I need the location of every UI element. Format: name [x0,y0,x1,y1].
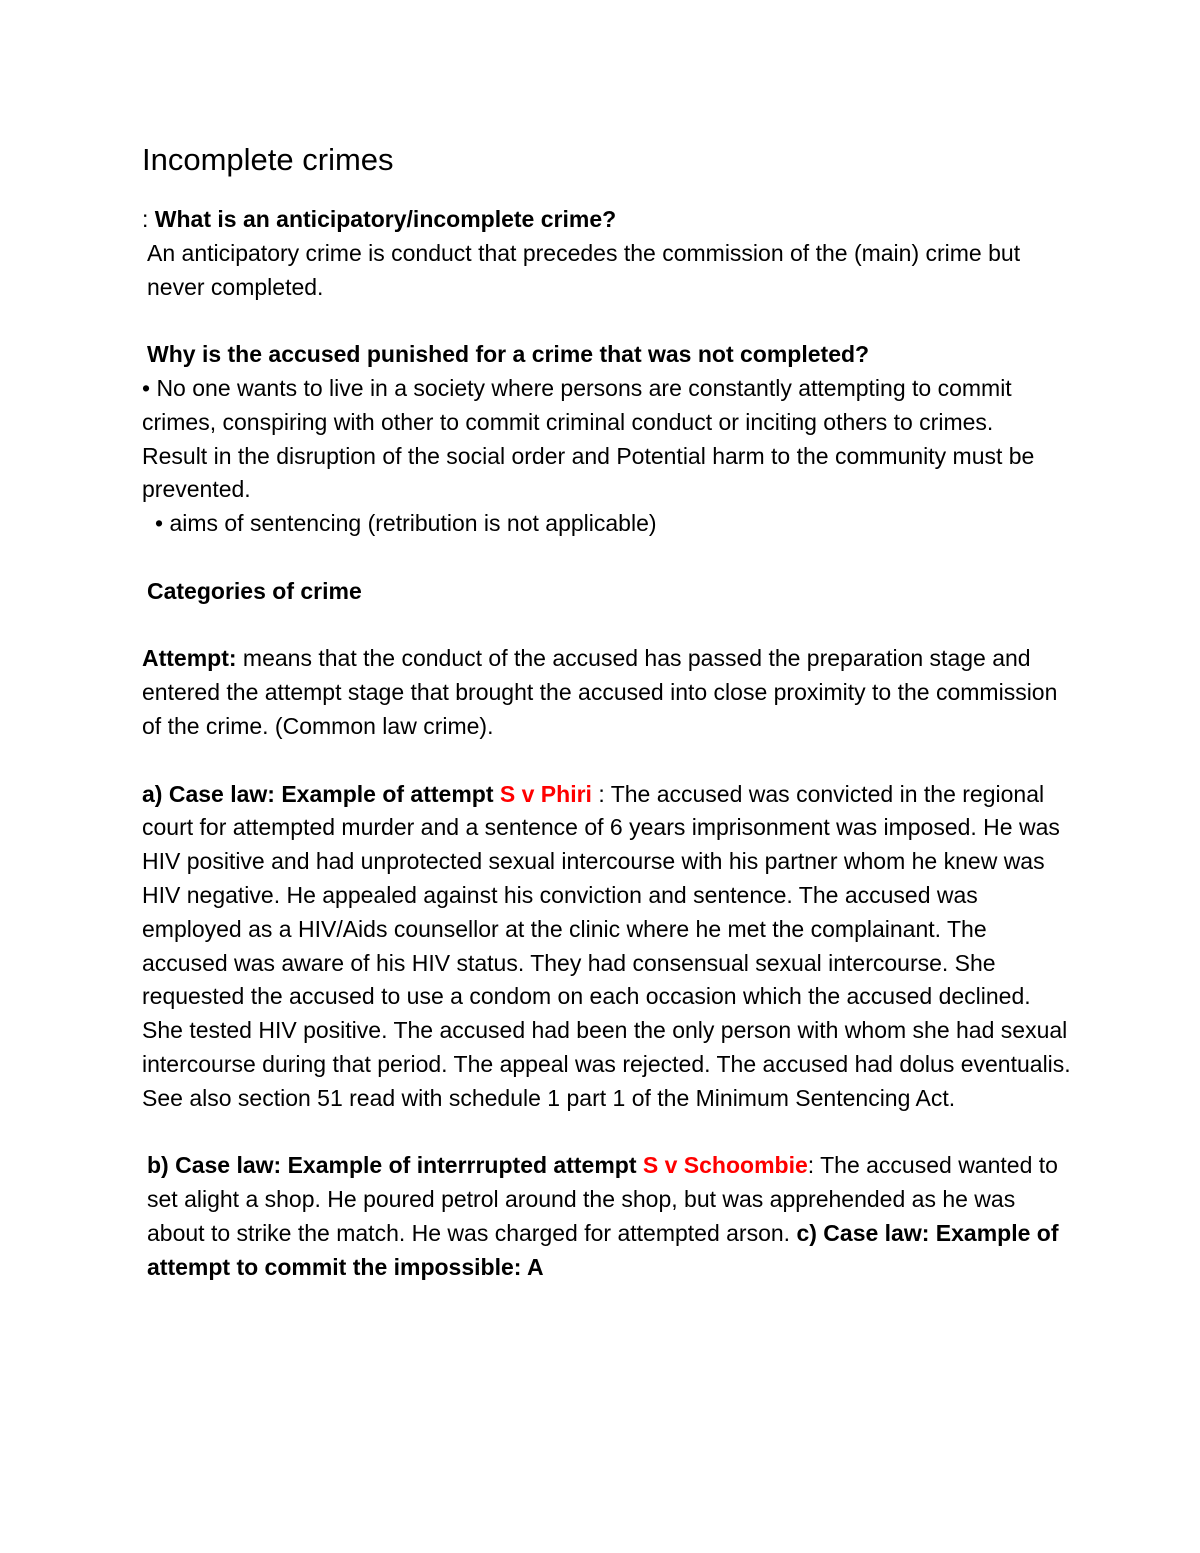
case-c-label: c) Case law: Example of attempt to commit the impossible: A [147,1219,1059,1280]
document-page [142,138,1072,1285]
case-a-text: : The accused was convicted in the regional court for attempted murder and a sentence of 6 years imprisonment was imposed. He was HIV positive and had unprotected sexual intercourse with his partner whom he knew was HIV negative. He appealed against his conviction and sentence. The accused was employed as a HIV/Aids counsellor at the clinic where he met the complainant. The accused was aware of his HIV status. They had consensual sexual intercourse. She requested the accused to use a condom on each occasion which the accused declined. She tested HIV positive. The accused had been the only person with whom she had sexual intercourse during that period. The appeal was rejected. The accused had dolus eventualis. See also section 51 read with schedule 1 part 1 of the Minimum Sentencing Act. [142,780,1071,1111]
question-2 [142,338,1072,372]
categories-heading-text: Categories of crime [147,577,362,604]
bullet-2: • aims of sentencing (retribution is not applicable) [155,510,657,537]
attempt-label: Attempt: [142,645,237,672]
case-b-text: : The accused wanted to set alight a shop. He poured petrol around the shop, but was apprehended as he was about to strike the match. He was charged for attempted arson. [147,1152,1058,1246]
spacer [142,1116,1072,1150]
case-a-name: S v Phiri [499,780,592,807]
attempt-definition [142,642,1072,743]
bullet-1: • No one wants to live in a society where persons are constantly attempting to commit crimes, conspiring with other to commit criminal conduct or inciting others to crimes. [142,374,1012,435]
spacer [142,541,1072,575]
case-b-paragraph [142,1149,1072,1284]
spacer [142,744,1072,778]
question-prefix: : [142,206,155,232]
question-1-text: What is an anticipatory/incomplete crime? [154,206,617,232]
question-2-text: Why is the accused punished for a crime that was not completed? [147,341,870,368]
case-b-name: S v Schoombie [642,1152,808,1179]
case-a-paragraph [142,778,1072,1116]
document-title: Incomplete crimes [142,142,394,177]
case-a-label: a) Case law: Example of attempt [142,780,500,807]
question-1 [142,203,1072,237]
case-b-label: b) Case law: Example of interrrupted attempt [147,1152,643,1179]
answer-1: An anticipatory crime is conduct that precedes the commission of the (main) crime but never completed. [147,239,1021,300]
spacer [142,304,1072,338]
attempt-text: means that the conduct of the accused has passed the preparation stage and entered the attempt stage that brought the accused into close proximity to the commission of the crime. (Common law crime). [142,645,1058,739]
categories-heading [142,575,1072,609]
paragraph-disruption: Result in the disruption of the social order and Potential harm to the community must be prevented. [142,442,1035,503]
spacer [142,609,1072,643]
